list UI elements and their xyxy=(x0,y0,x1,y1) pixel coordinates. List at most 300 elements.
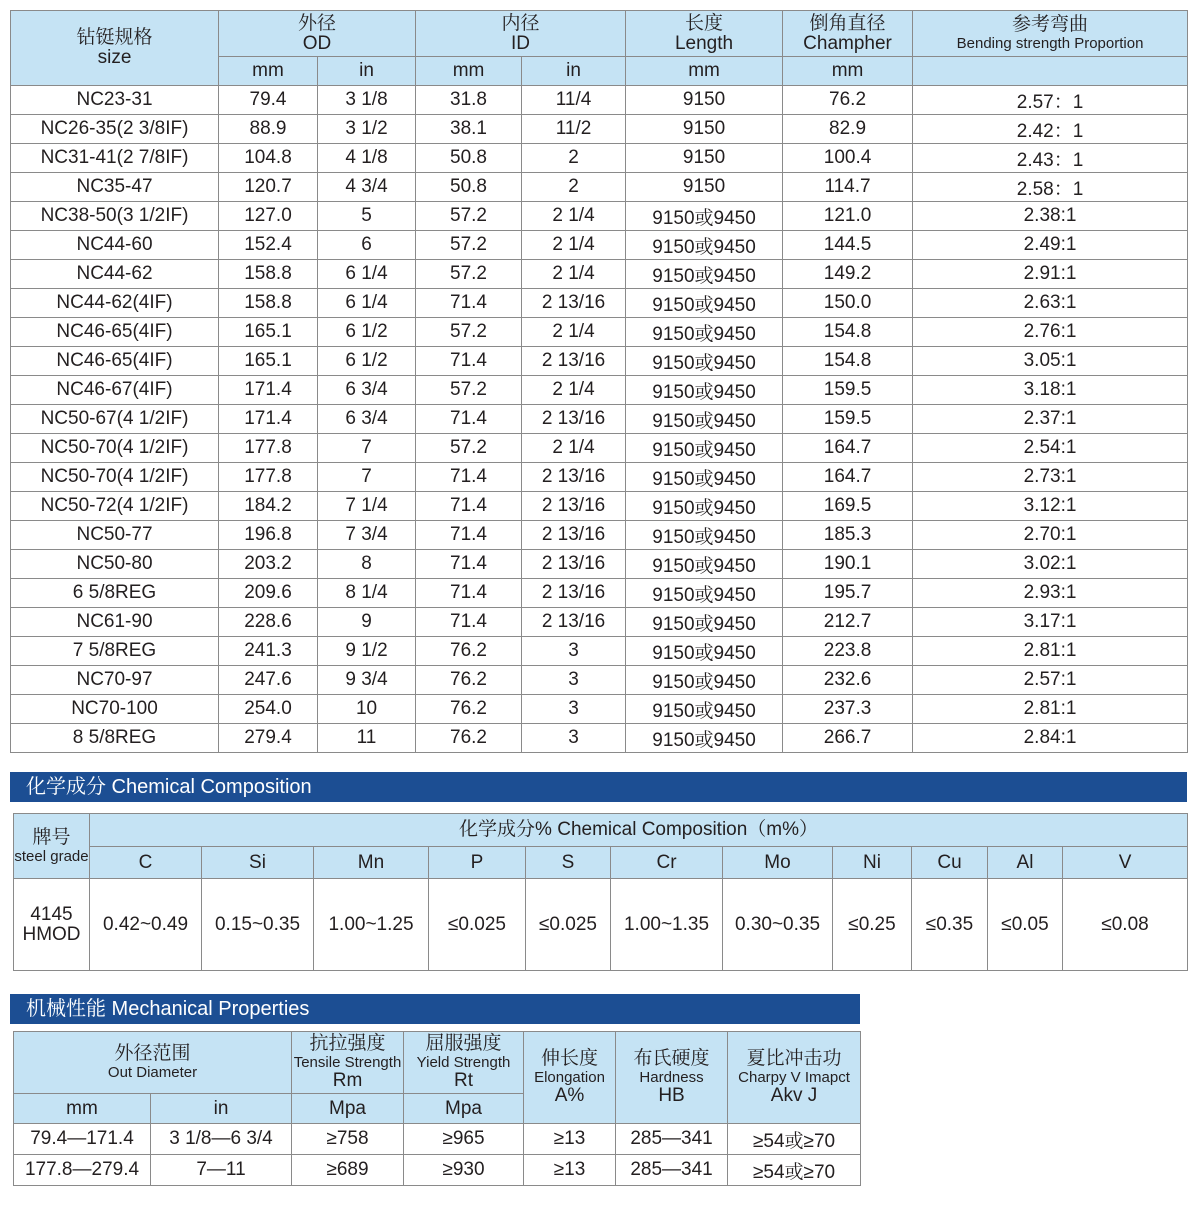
cell-id-mm: 57.2 xyxy=(416,434,522,463)
cell-size: NC44-62(4IF) xyxy=(11,289,219,318)
cell-chamfer: 232.6 xyxy=(783,666,913,695)
cell-hardness: 285—341 xyxy=(616,1124,728,1155)
cell-size: NC35-47 xyxy=(11,173,219,202)
cell-hardness: 285—341 xyxy=(616,1155,728,1186)
cell-length: 9150 xyxy=(626,173,783,202)
bending-header xyxy=(913,11,1188,57)
tensile-header-en: Tensile Strength xyxy=(293,1054,402,1071)
chamfer-header-cn: 倒角直径 xyxy=(809,12,886,34)
cell-id-mm: 71.4 xyxy=(416,492,522,521)
cell-id-mm: 31.8 xyxy=(416,86,522,115)
cell-od-mm: 165.1 xyxy=(219,318,318,347)
cell-od-in: 6 1/2 xyxy=(318,318,416,347)
cell-id-in: 2 1/4 xyxy=(522,376,626,405)
hardness-header-symbol: HB xyxy=(658,1085,685,1106)
id-header xyxy=(416,11,626,57)
cell-od-mm: 196.8 xyxy=(219,521,318,550)
cell-od-mm: 254.0 xyxy=(219,695,318,724)
cell-od-mm: 171.4 xyxy=(219,376,318,405)
cell-id-mm: 57.2 xyxy=(416,202,522,231)
cell-od-in: 10 xyxy=(318,695,416,724)
unit-length-mm: mm xyxy=(626,57,783,86)
table-row xyxy=(11,86,1188,115)
charpy-header-cn: 夏比冲击功 xyxy=(746,1048,842,1069)
table-row xyxy=(14,1124,861,1155)
charpy-header-en: Charpy V Imapct xyxy=(738,1069,850,1086)
cell-charpy: ≥54或≥70 xyxy=(728,1155,861,1186)
cell-bending: 2.43：1 xyxy=(913,144,1188,173)
cell-id-in: 2 xyxy=(522,173,626,202)
cell-bending: 3.05:1 xyxy=(913,347,1188,376)
unit-chamfer-mm: mm xyxy=(783,57,913,86)
bending-header-en: Bending strength Proportion xyxy=(956,35,1144,52)
cell-chamfer: 76.2 xyxy=(783,86,913,115)
cell-bending: 2.63:1 xyxy=(913,289,1188,318)
element-header: Si xyxy=(202,847,314,879)
cell-od-mm: 171.4 xyxy=(219,405,318,434)
elongation-header-symbol: A% xyxy=(554,1085,585,1106)
cell-id-mm: 38.1 xyxy=(416,115,522,144)
unit-id-in: in xyxy=(522,57,626,86)
cell-od-in: 9 xyxy=(318,608,416,637)
charpy-header xyxy=(728,1032,861,1124)
cell-size: NC44-60 xyxy=(11,231,219,260)
length-header-cn: 长度 xyxy=(685,12,724,34)
grade-header xyxy=(14,814,90,879)
cell-chamfer: 149.2 xyxy=(783,260,913,289)
cell-size: NC61-90 xyxy=(11,608,219,637)
cell-tensile: ≥689 xyxy=(292,1155,404,1186)
table-row xyxy=(11,434,1188,463)
cell-size: 8 5/8REG xyxy=(11,724,219,753)
table-row xyxy=(11,144,1188,173)
table-row xyxy=(11,202,1188,231)
cell-bending: 2.57：1 xyxy=(913,86,1188,115)
element-header: Ni xyxy=(833,847,912,879)
cell-bending: 2.73:1 xyxy=(913,463,1188,492)
cell-id-in: 2 1/4 xyxy=(522,231,626,260)
cell-od-in: 4 3/4 xyxy=(318,173,416,202)
od-header-cn: 外径 xyxy=(298,12,337,34)
grade-cell xyxy=(14,879,90,971)
element-value: 0.15~0.35 xyxy=(202,879,314,971)
cell-od-in: 8 1/4 xyxy=(318,579,416,608)
chamfer-header xyxy=(783,11,913,57)
cell-od-in: 6 1/4 xyxy=(318,260,416,289)
cell-size: 7 5/8REG xyxy=(11,637,219,666)
cell-length: 9150或9450 xyxy=(626,376,783,405)
cell-od-in: 7—11 xyxy=(151,1155,292,1186)
cell-size: NC70-97 xyxy=(11,666,219,695)
drill-collar-spec-table xyxy=(10,10,1188,753)
cell-od-mm: 228.6 xyxy=(219,608,318,637)
tensile-header-cn: 抗拉强度 xyxy=(309,1033,386,1054)
cell-id-mm: 71.4 xyxy=(416,347,522,376)
cell-id-in: 11/2 xyxy=(522,115,626,144)
cell-bending: 2.58：1 xyxy=(913,173,1188,202)
cell-length: 9150或9450 xyxy=(626,434,783,463)
cell-id-mm: 57.2 xyxy=(416,376,522,405)
cell-length: 9150或9450 xyxy=(626,231,783,260)
cell-id-in: 3 xyxy=(522,724,626,753)
cell-chamfer: 169.5 xyxy=(783,492,913,521)
cell-od-mm: 104.8 xyxy=(219,144,318,173)
cell-bending: 3.12:1 xyxy=(913,492,1188,521)
cell-yield: ≥930 xyxy=(404,1155,524,1186)
cell-chamfer: 114.7 xyxy=(783,173,913,202)
od-header xyxy=(219,11,416,57)
table-row xyxy=(11,608,1188,637)
table-row xyxy=(11,405,1188,434)
length-header-en: Length xyxy=(674,32,734,54)
cell-id-in: 2 1/4 xyxy=(522,202,626,231)
unit-yield: Mpa xyxy=(404,1094,524,1124)
cell-od-mm: 247.6 xyxy=(219,666,318,695)
cell-id-in: 2 13/16 xyxy=(522,405,626,434)
cell-id-in: 2 13/16 xyxy=(522,550,626,579)
table-row xyxy=(11,666,1188,695)
element-value: 0.30~0.35 xyxy=(723,879,833,971)
table-row xyxy=(11,289,1188,318)
cell-bending: 3.17:1 xyxy=(913,608,1188,637)
cell-length: 9150或9450 xyxy=(626,347,783,376)
composition-header: 化学成分% Chemical Composition（m%） xyxy=(90,814,1188,847)
cell-id-mm: 71.4 xyxy=(416,579,522,608)
yield-header-symbol: Rt xyxy=(454,1070,474,1091)
unit-bending-empty xyxy=(913,57,1188,86)
table-row xyxy=(11,463,1188,492)
element-header: V xyxy=(1063,847,1188,879)
cell-bending: 2.37:1 xyxy=(913,405,1188,434)
table-row xyxy=(11,173,1188,202)
cell-elongation: ≥13 xyxy=(524,1155,616,1186)
elongation-header xyxy=(524,1032,616,1124)
cell-chamfer: 150.0 xyxy=(783,289,913,318)
table-row xyxy=(11,637,1188,666)
cell-size: NC46-65(4IF) xyxy=(11,347,219,376)
cell-id-in: 2 1/4 xyxy=(522,434,626,463)
table-row xyxy=(11,376,1188,405)
cell-od-mm: 152.4 xyxy=(219,231,318,260)
cell-od-mm: 209.6 xyxy=(219,579,318,608)
cell-od-in: 9 3/4 xyxy=(318,666,416,695)
cell-length: 9150或9450 xyxy=(626,579,783,608)
cell-charpy: ≥54或≥70 xyxy=(728,1124,861,1155)
cell-chamfer: 100.4 xyxy=(783,144,913,173)
hardness-header-en: Hardness xyxy=(639,1069,704,1086)
bending-header-cn: 参考弯曲 xyxy=(1012,14,1089,35)
cell-length: 9150或9450 xyxy=(626,666,783,695)
cell-bending: 3.02:1 xyxy=(913,550,1188,579)
element-value: ≤0.25 xyxy=(833,879,912,971)
cell-od-in: 7 1/4 xyxy=(318,492,416,521)
cell-chamfer: 159.5 xyxy=(783,405,913,434)
element-header: P xyxy=(429,847,526,879)
table-row xyxy=(11,724,1188,753)
cell-chamfer: 164.7 xyxy=(783,463,913,492)
cell-od-mm: 177.8 xyxy=(219,463,318,492)
cell-id-in: 2 1/4 xyxy=(522,260,626,289)
id-header-cn: 内径 xyxy=(501,12,540,34)
cell-id-in: 2 13/16 xyxy=(522,608,626,637)
od-range-header-en: Out Diameter xyxy=(107,1064,198,1081)
cell-bending: 2.76:1 xyxy=(913,318,1188,347)
cell-bending: 3.18:1 xyxy=(913,376,1188,405)
cell-size: NC31-41(2 7/8IF) xyxy=(11,144,219,173)
cell-size: NC70-100 xyxy=(11,695,219,724)
cell-length: 9150或9450 xyxy=(626,492,783,521)
yield-header xyxy=(404,1032,524,1094)
grade-line1: 4145 xyxy=(30,903,73,925)
elongation-header-cn: 伸长度 xyxy=(541,1048,599,1069)
cell-size: 6 5/8REG xyxy=(11,579,219,608)
cell-length: 9150或9450 xyxy=(626,405,783,434)
cell-id-mm: 76.2 xyxy=(416,724,522,753)
cell-length: 9150或9450 xyxy=(626,202,783,231)
table-row xyxy=(11,115,1188,144)
cell-od-in: 6 1/4 xyxy=(318,289,416,318)
od-header-en: OD xyxy=(302,32,332,54)
size-header-en: size xyxy=(97,47,132,68)
cell-chamfer: 159.5 xyxy=(783,376,913,405)
element-header: Al xyxy=(988,847,1063,879)
unit-od-mm: mm xyxy=(14,1094,151,1124)
table-row xyxy=(11,231,1188,260)
cell-elongation: ≥13 xyxy=(524,1124,616,1155)
cell-chamfer: 154.8 xyxy=(783,318,913,347)
cell-od-in: 3 1/2 xyxy=(318,115,416,144)
cell-id-in: 3 xyxy=(522,695,626,724)
cell-id-in: 3 xyxy=(522,666,626,695)
element-value: 0.42~0.49 xyxy=(90,879,202,971)
cell-id-in: 2 13/16 xyxy=(522,579,626,608)
cell-id-in: 2 1/4 xyxy=(522,318,626,347)
cell-od-mm: 79.4 xyxy=(219,86,318,115)
cell-length: 9150或9450 xyxy=(626,260,783,289)
element-header: C xyxy=(90,847,202,879)
cell-chamfer: 82.9 xyxy=(783,115,913,144)
hardness-header xyxy=(616,1032,728,1124)
cell-id-mm: 57.2 xyxy=(416,231,522,260)
mechanical-properties-table xyxy=(13,1031,861,1186)
table-row xyxy=(14,1155,861,1186)
mechanical-section-title: 机械性能 Mechanical Properties xyxy=(10,994,860,1024)
cell-size: NC50-77 xyxy=(11,521,219,550)
cell-od-mm: 177.8 xyxy=(219,434,318,463)
cell-length: 9150或9450 xyxy=(626,463,783,492)
table-row xyxy=(11,695,1188,724)
table-row xyxy=(11,521,1188,550)
cell-od-mm: 177.8—279.4 xyxy=(14,1155,151,1186)
cell-bending: 2.81:1 xyxy=(913,637,1188,666)
cell-size: NC23-31 xyxy=(11,86,219,115)
cell-bending: 2.84:1 xyxy=(913,724,1188,753)
table-row xyxy=(11,492,1188,521)
cell-id-mm: 71.4 xyxy=(416,521,522,550)
cell-tensile: ≥758 xyxy=(292,1124,404,1155)
element-header: Mo xyxy=(723,847,833,879)
unit-od-mm: mm xyxy=(219,57,318,86)
tensile-header xyxy=(292,1032,404,1094)
element-value: ≤0.05 xyxy=(988,879,1063,971)
chamfer-header-en: Champher xyxy=(803,32,892,54)
cell-chamfer: 223.8 xyxy=(783,637,913,666)
cell-od-in: 3 1/8—6 3/4 xyxy=(151,1124,292,1155)
cell-id-mm: 76.2 xyxy=(416,695,522,724)
table-row xyxy=(11,260,1188,289)
cell-bending: 2.54:1 xyxy=(913,434,1188,463)
element-header: Cu xyxy=(912,847,988,879)
cell-id-in: 2 13/16 xyxy=(522,463,626,492)
cell-chamfer: 266.7 xyxy=(783,724,913,753)
cell-bending: 2.70:1 xyxy=(913,521,1188,550)
cell-id-mm: 76.2 xyxy=(416,637,522,666)
length-header xyxy=(626,11,783,57)
cell-id-in: 2 13/16 xyxy=(522,521,626,550)
cell-length: 9150或9450 xyxy=(626,289,783,318)
cell-od-in: 5 xyxy=(318,202,416,231)
element-header: Cr xyxy=(611,847,723,879)
cell-size: NC50-70(4 1/2IF) xyxy=(11,463,219,492)
element-header: Mn xyxy=(314,847,429,879)
unit-od-in: in xyxy=(151,1094,292,1124)
size-header-cn: 钻铤规格 xyxy=(76,27,153,48)
cell-length: 9150或9450 xyxy=(626,724,783,753)
cell-size: NC46-67(4IF) xyxy=(11,376,219,405)
od-range-header xyxy=(14,1032,292,1094)
cell-length: 9150或9450 xyxy=(626,637,783,666)
table-row xyxy=(11,347,1188,376)
charpy-header-symbol: Akv J xyxy=(770,1085,818,1106)
elongation-header-en: Elongation xyxy=(534,1069,605,1086)
cell-bending: 2.42：1 xyxy=(913,115,1188,144)
cell-id-in: 11/4 xyxy=(522,86,626,115)
cell-id-in: 2 13/16 xyxy=(522,492,626,521)
cell-length: 9150 xyxy=(626,86,783,115)
cell-size: NC50-70(4 1/2IF) xyxy=(11,434,219,463)
cell-od-in: 8 xyxy=(318,550,416,579)
unit-od-in: in xyxy=(318,57,416,86)
cell-bending: 2.38:1 xyxy=(913,202,1188,231)
cell-id-mm: 76.2 xyxy=(416,666,522,695)
cell-od-mm: 184.2 xyxy=(219,492,318,521)
size-header xyxy=(11,11,219,86)
unit-tensile: Mpa xyxy=(292,1094,404,1124)
cell-od-in: 6 3/4 xyxy=(318,376,416,405)
cell-id-mm: 71.4 xyxy=(416,550,522,579)
cell-chamfer: 195.7 xyxy=(783,579,913,608)
cell-chamfer: 185.3 xyxy=(783,521,913,550)
cell-bending: 2.91:1 xyxy=(913,260,1188,289)
cell-size: NC26-35(2 3/8IF) xyxy=(11,115,219,144)
cell-od-mm: 203.2 xyxy=(219,550,318,579)
cell-od-mm: 120.7 xyxy=(219,173,318,202)
grade-header-cn: 牌号 xyxy=(32,826,71,848)
table-row xyxy=(14,879,1188,971)
cell-od-mm: 88.9 xyxy=(219,115,318,144)
cell-od-in: 6 xyxy=(318,231,416,260)
yield-header-en: Yield Strength xyxy=(416,1054,511,1071)
cell-size: NC46-65(4IF) xyxy=(11,318,219,347)
cell-chamfer: 164.7 xyxy=(783,434,913,463)
cell-length: 9150 xyxy=(626,115,783,144)
cell-od-in: 4 1/8 xyxy=(318,144,416,173)
element-value: ≤0.08 xyxy=(1063,879,1188,971)
element-value: ≤0.025 xyxy=(429,879,526,971)
cell-od-in: 7 xyxy=(318,434,416,463)
cell-id-mm: 50.8 xyxy=(416,173,522,202)
cell-bending: 2.81:1 xyxy=(913,695,1188,724)
cell-od-mm: 158.8 xyxy=(219,289,318,318)
table-row xyxy=(11,579,1188,608)
element-value: 1.00~1.25 xyxy=(314,879,429,971)
cell-id-mm: 71.4 xyxy=(416,463,522,492)
cell-chamfer: 190.1 xyxy=(783,550,913,579)
cell-size: NC50-67(4 1/2IF) xyxy=(11,405,219,434)
cell-size: NC38-50(3 1/2IF) xyxy=(11,202,219,231)
cell-chamfer: 121.0 xyxy=(783,202,913,231)
cell-chamfer: 154.8 xyxy=(783,347,913,376)
cell-chamfer: 144.5 xyxy=(783,231,913,260)
chemical-composition-table xyxy=(13,813,1188,971)
element-value: 1.00~1.35 xyxy=(611,879,723,971)
hardness-header-cn: 布氏硬度 xyxy=(633,1048,710,1069)
cell-id-mm: 57.2 xyxy=(416,260,522,289)
cell-od-mm: 158.8 xyxy=(219,260,318,289)
element-value: ≤0.35 xyxy=(912,879,988,971)
cell-id-mm: 50.8 xyxy=(416,144,522,173)
cell-od-mm: 127.0 xyxy=(219,202,318,231)
cell-id-in: 2 13/16 xyxy=(522,289,626,318)
unit-id-mm: mm xyxy=(416,57,522,86)
od-range-header-cn: 外径范围 xyxy=(114,1043,191,1064)
cell-od-in: 9 1/2 xyxy=(318,637,416,666)
cell-od-in: 6 3/4 xyxy=(318,405,416,434)
cell-od-in: 11 xyxy=(318,724,416,753)
cell-length: 9150或9450 xyxy=(626,550,783,579)
cell-od-in: 7 3/4 xyxy=(318,521,416,550)
cell-id-mm: 71.4 xyxy=(416,608,522,637)
element-value: ≤0.025 xyxy=(526,879,611,971)
cell-size: NC50-80 xyxy=(11,550,219,579)
grade-line2: HMOD xyxy=(22,923,81,945)
cell-bending: 2.57:1 xyxy=(913,666,1188,695)
cell-yield: ≥965 xyxy=(404,1124,524,1155)
cell-od-mm: 241.3 xyxy=(219,637,318,666)
cell-size: NC50-72(4 1/2IF) xyxy=(11,492,219,521)
cell-chamfer: 237.3 xyxy=(783,695,913,724)
cell-length: 9150或9450 xyxy=(626,521,783,550)
cell-id-in: 2 xyxy=(522,144,626,173)
cell-od-in: 6 1/2 xyxy=(318,347,416,376)
yield-header-cn: 屈服强度 xyxy=(425,1033,502,1054)
cell-id-in: 3 xyxy=(522,637,626,666)
cell-chamfer: 212.7 xyxy=(783,608,913,637)
cell-id-mm: 71.4 xyxy=(416,405,522,434)
chemical-section-title: 化学成分 Chemical Composition xyxy=(10,772,1187,802)
cell-od-mm: 165.1 xyxy=(219,347,318,376)
cell-bending: 2.49:1 xyxy=(913,231,1188,260)
cell-od-mm: 279.4 xyxy=(219,724,318,753)
cell-id-in: 2 13/16 xyxy=(522,347,626,376)
table-row xyxy=(11,550,1188,579)
cell-od-in: 7 xyxy=(318,463,416,492)
cell-length: 9150或9450 xyxy=(626,695,783,724)
element-header: S xyxy=(526,847,611,879)
cell-id-mm: 57.2 xyxy=(416,318,522,347)
cell-od-in: 3 1/8 xyxy=(318,86,416,115)
tensile-header-symbol: Rm xyxy=(332,1070,363,1091)
